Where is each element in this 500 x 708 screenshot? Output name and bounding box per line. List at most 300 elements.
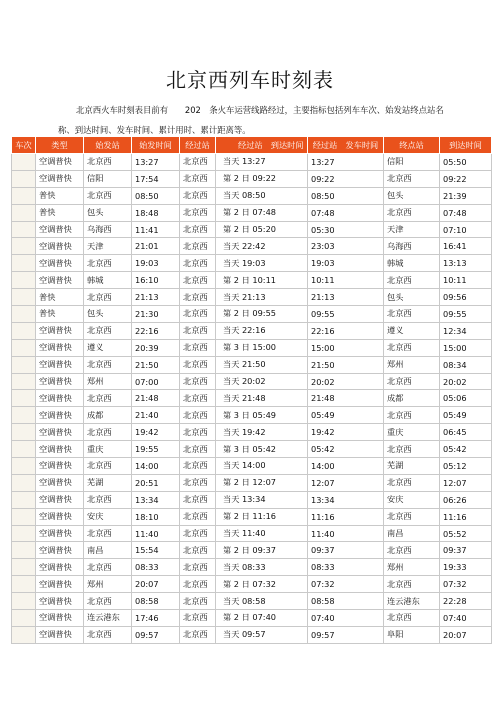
depart-time-cell: 13:27 [132, 154, 180, 171]
arrive-time-cell: 09:22 [440, 170, 492, 187]
via-arrive-cell: 当天 20:02 [216, 373, 308, 390]
via-arrive-cell: 第 2 日 07:48 [216, 204, 308, 221]
via-arrive-cell: 第 3 日 15:00 [216, 339, 308, 356]
via-depart-cell: 12:07 [308, 474, 384, 491]
type-cell: 空调普快 [36, 441, 84, 458]
header-depart-time: 始发时间 [132, 137, 180, 154]
via-depart-cell: 19:42 [308, 424, 384, 441]
header-arrive-time: 到达时间 [440, 137, 492, 154]
train-no-cell [12, 322, 36, 339]
origin-cell: 北京西 [84, 458, 132, 475]
via-arrive-cell: 第 2 日 05:20 [216, 221, 308, 238]
arrive-time-cell: 12:34 [440, 322, 492, 339]
terminal-cell: 包头 [384, 289, 440, 306]
origin-cell: 北京西 [84, 356, 132, 373]
train-no-cell [12, 610, 36, 627]
terminal-cell: 成都 [384, 390, 440, 407]
via-arrive-cell: 第 2 日 09:55 [216, 306, 308, 323]
via-depart-cell: 09:37 [308, 542, 384, 559]
origin-cell: 北京西 [84, 390, 132, 407]
train-no-cell [12, 204, 36, 221]
table-row [12, 474, 492, 491]
header-origin: 始发站 [84, 137, 132, 154]
train-no-cell [12, 339, 36, 356]
terminal-cell: 阜阳 [384, 626, 440, 643]
via-arrive-cell: 当天 14:00 [216, 458, 308, 475]
via-station-cell: 北京西 [180, 441, 216, 458]
origin-cell: 遵义 [84, 339, 132, 356]
arrive-time-cell: 07:10 [440, 221, 492, 238]
type-cell: 空调普快 [36, 559, 84, 576]
type-cell: 空调普快 [36, 542, 84, 559]
type-cell: 空调普快 [36, 626, 84, 643]
table-row [12, 238, 492, 255]
via-station-cell: 北京西 [180, 474, 216, 491]
type-cell: 空调普快 [36, 238, 84, 255]
depart-time-cell: 22:16 [132, 322, 180, 339]
depart-time-cell: 20:51 [132, 474, 180, 491]
arrive-time-cell: 21:39 [440, 187, 492, 204]
via-arrive-cell: 当天 08:33 [216, 559, 308, 576]
train-no-cell [12, 491, 36, 508]
via-station-cell: 北京西 [180, 542, 216, 559]
via-depart-cell: 13:27 [308, 154, 384, 171]
depart-time-cell: 20:39 [132, 339, 180, 356]
table-row [12, 508, 492, 525]
via-depart-cell: 11:16 [308, 508, 384, 525]
via-station-cell: 北京西 [180, 289, 216, 306]
train-no-cell [12, 170, 36, 187]
table-row [12, 170, 492, 187]
via-station-cell: 北京西 [180, 339, 216, 356]
via-depart-cell: 14:00 [308, 458, 384, 475]
terminal-cell: 北京西 [384, 610, 440, 627]
arrive-time-cell: 15:00 [440, 339, 492, 356]
type-cell: 空调普快 [36, 458, 84, 475]
arrive-time-cell: 08:34 [440, 356, 492, 373]
header-type: 类型 [36, 137, 84, 154]
origin-cell: 郑州 [84, 576, 132, 593]
table-row [12, 339, 492, 356]
type-cell: 空调普快 [36, 221, 84, 238]
origin-cell: 安庆 [84, 508, 132, 525]
type-cell: 空调普快 [36, 170, 84, 187]
via-station-cell: 北京西 [180, 255, 216, 272]
via-depart-cell: 13:34 [308, 491, 384, 508]
origin-cell: 北京西 [84, 322, 132, 339]
origin-cell: 连云港东 [84, 610, 132, 627]
terminal-cell: 郑州 [384, 559, 440, 576]
origin-cell: 北京西 [84, 525, 132, 542]
origin-cell: 北京西 [84, 626, 132, 643]
via-station-cell: 北京西 [180, 559, 216, 576]
table-row [12, 610, 492, 627]
type-cell: 空调普快 [36, 491, 84, 508]
train-no-cell [12, 373, 36, 390]
train-no-cell [12, 221, 36, 238]
table-row [12, 390, 492, 407]
via-station-cell: 北京西 [180, 154, 216, 171]
table-row [12, 356, 492, 373]
via-station-cell: 北京西 [180, 322, 216, 339]
depart-time-cell: 21:48 [132, 390, 180, 407]
origin-cell: 信阳 [84, 170, 132, 187]
depart-time-cell: 13:34 [132, 491, 180, 508]
via-arrive-cell: 第 3 日 05:42 [216, 441, 308, 458]
type-cell: 空调普快 [36, 322, 84, 339]
terminal-cell: 连云港东 [384, 593, 440, 610]
type-cell: 空调普快 [36, 508, 84, 525]
via-arrive-cell: 第 2 日 09:22 [216, 170, 308, 187]
header-via-depart: 经过站 发车时间 [308, 137, 384, 154]
via-station-cell: 北京西 [180, 306, 216, 323]
train-no-cell [12, 626, 36, 643]
via-depart-cell: 09:22 [308, 170, 384, 187]
via-arrive-cell: 第 3 日 05:49 [216, 407, 308, 424]
type-cell: 普快 [36, 289, 84, 306]
origin-cell: 乌海西 [84, 221, 132, 238]
origin-cell: 北京西 [84, 255, 132, 272]
table-row [12, 373, 492, 390]
via-arrive-cell: 当天 08:58 [216, 593, 308, 610]
via-arrive-cell: 当天 22:16 [216, 322, 308, 339]
arrive-time-cell: 11:16 [440, 508, 492, 525]
table-row [12, 187, 492, 204]
arrive-time-cell: 05:12 [440, 458, 492, 475]
via-arrive-cell: 当天 21:13 [216, 289, 308, 306]
train-no-cell [12, 424, 36, 441]
type-cell: 空调普快 [36, 424, 84, 441]
via-depart-cell: 23:03 [308, 238, 384, 255]
terminal-cell: 北京西 [384, 339, 440, 356]
depart-time-cell: 21:01 [132, 238, 180, 255]
header-via-arrive: 经过站 到达时间 [216, 137, 308, 154]
table-row [12, 491, 492, 508]
terminal-cell: 北京西 [384, 170, 440, 187]
terminal-cell: 韩城 [384, 255, 440, 272]
type-cell: 空调普快 [36, 593, 84, 610]
depart-time-cell: 18:48 [132, 204, 180, 221]
via-station-cell: 北京西 [180, 491, 216, 508]
terminal-cell: 包头 [384, 187, 440, 204]
depart-time-cell: 19:42 [132, 424, 180, 441]
table-row [12, 458, 492, 475]
via-arrive-cell: 第 2 日 12:07 [216, 474, 308, 491]
depart-time-cell: 07:00 [132, 373, 180, 390]
origin-cell: 天津 [84, 238, 132, 255]
train-no-cell [12, 474, 36, 491]
origin-cell: 北京西 [84, 154, 132, 171]
depart-time-cell: 21:30 [132, 306, 180, 323]
via-arrive-cell: 当天 22:42 [216, 238, 308, 255]
intro-text [58, 100, 478, 140]
table-row [12, 272, 492, 289]
via-depart-cell: 09:55 [308, 306, 384, 323]
depart-time-cell: 11:41 [132, 221, 180, 238]
via-station-cell: 北京西 [180, 221, 216, 238]
type-cell: 空调普快 [36, 576, 84, 593]
train-no-cell [12, 390, 36, 407]
arrive-time-cell: 20:02 [440, 373, 492, 390]
via-station-cell: 北京西 [180, 373, 216, 390]
via-depart-cell: 09:57 [308, 626, 384, 643]
timetable-body [12, 154, 492, 644]
origin-cell: 北京西 [84, 559, 132, 576]
depart-time-cell: 21:50 [132, 356, 180, 373]
via-station-cell: 北京西 [180, 204, 216, 221]
via-station-cell: 北京西 [180, 525, 216, 542]
terminal-cell: 安庆 [384, 491, 440, 508]
table-row [12, 559, 492, 576]
terminal-cell: 北京西 [384, 306, 440, 323]
arrive-time-cell: 05:49 [440, 407, 492, 424]
type-cell: 空调普快 [36, 610, 84, 627]
arrive-time-cell: 07:32 [440, 576, 492, 593]
arrive-time-cell: 09:56 [440, 289, 492, 306]
arrive-time-cell: 13:13 [440, 255, 492, 272]
via-station-cell: 北京西 [180, 576, 216, 593]
via-depart-cell: 05:49 [308, 407, 384, 424]
via-station-cell: 北京西 [180, 238, 216, 255]
terminal-cell: 北京西 [384, 373, 440, 390]
table-header-row [12, 137, 492, 154]
via-depart-cell: 19:03 [308, 255, 384, 272]
table-row [12, 221, 492, 238]
via-arrive-cell: 第 2 日 07:40 [216, 610, 308, 627]
depart-time-cell: 16:10 [132, 272, 180, 289]
terminal-cell: 北京西 [384, 204, 440, 221]
arrive-time-cell: 05:06 [440, 390, 492, 407]
origin-cell: 北京西 [84, 424, 132, 441]
via-depart-cell: 08:50 [308, 187, 384, 204]
via-station-cell: 北京西 [180, 508, 216, 525]
depart-time-cell: 21:13 [132, 289, 180, 306]
arrive-time-cell: 07:48 [440, 204, 492, 221]
via-depart-cell: 07:40 [308, 610, 384, 627]
via-depart-cell: 05:30 [308, 221, 384, 238]
header-via-station: 经过站 [180, 137, 216, 154]
terminal-cell: 北京西 [384, 508, 440, 525]
origin-cell: 包头 [84, 306, 132, 323]
terminal-cell: 重庆 [384, 424, 440, 441]
type-cell: 空调普快 [36, 474, 84, 491]
depart-time-cell: 17:46 [132, 610, 180, 627]
arrive-time-cell: 09:55 [440, 306, 492, 323]
terminal-cell: 南昌 [384, 525, 440, 542]
table-row [12, 204, 492, 221]
train-no-cell [12, 593, 36, 610]
table-row [12, 255, 492, 272]
train-no-cell [12, 306, 36, 323]
arrive-time-cell: 07:40 [440, 610, 492, 627]
depart-time-cell: 18:10 [132, 508, 180, 525]
train-no-cell [12, 542, 36, 559]
via-arrive-cell: 当天 13:27 [216, 154, 308, 171]
via-depart-cell: 11:40 [308, 525, 384, 542]
via-arrive-cell: 当天 13:34 [216, 491, 308, 508]
terminal-cell: 北京西 [384, 407, 440, 424]
type-cell: 空调普快 [36, 525, 84, 542]
via-depart-cell: 08:33 [308, 559, 384, 576]
depart-time-cell: 09:57 [132, 626, 180, 643]
table-row [12, 424, 492, 441]
depart-time-cell: 19:03 [132, 255, 180, 272]
via-station-cell: 北京西 [180, 458, 216, 475]
terminal-cell: 乌海西 [384, 238, 440, 255]
via-station-cell: 北京西 [180, 407, 216, 424]
via-depart-cell: 07:48 [308, 204, 384, 221]
train-no-cell [12, 559, 36, 576]
type-cell: 空调普快 [36, 373, 84, 390]
via-depart-cell: 08:58 [308, 593, 384, 610]
arrive-time-cell: 19:33 [440, 559, 492, 576]
type-cell: 空调普快 [36, 356, 84, 373]
via-arrive-cell: 当天 08:50 [216, 187, 308, 204]
train-no-cell [12, 508, 36, 525]
terminal-cell: 北京西 [384, 441, 440, 458]
arrive-time-cell: 10:11 [440, 272, 492, 289]
depart-time-cell: 20:07 [132, 576, 180, 593]
via-station-cell: 北京西 [180, 170, 216, 187]
terminal-cell: 芜湖 [384, 458, 440, 475]
origin-cell: 北京西 [84, 593, 132, 610]
terminal-cell: 北京西 [384, 576, 440, 593]
depart-time-cell: 11:40 [132, 525, 180, 542]
arrive-time-cell: 22:28 [440, 593, 492, 610]
terminal-cell: 遵义 [384, 322, 440, 339]
type-cell: 空调普快 [36, 272, 84, 289]
terminal-cell: 信阳 [384, 154, 440, 171]
via-station-cell: 北京西 [180, 424, 216, 441]
train-no-cell [12, 525, 36, 542]
type-cell: 空调普快 [36, 154, 84, 171]
via-station-cell: 北京西 [180, 593, 216, 610]
type-cell: 空调普快 [36, 339, 84, 356]
via-arrive-cell: 当天 19:42 [216, 424, 308, 441]
depart-time-cell: 15:54 [132, 542, 180, 559]
origin-cell: 成都 [84, 407, 132, 424]
via-arrive-cell: 当天 21:48 [216, 390, 308, 407]
arrive-time-cell: 09:37 [440, 542, 492, 559]
via-depart-cell: 10:11 [308, 272, 384, 289]
arrive-time-cell: 16:41 [440, 238, 492, 255]
type-cell: 普快 [36, 187, 84, 204]
page-title: 北京西列车时刻表 [166, 68, 334, 92]
train-no-cell [12, 441, 36, 458]
header-terminal: 终点站 [384, 137, 440, 154]
via-depart-cell: 21:13 [308, 289, 384, 306]
table-row [12, 525, 492, 542]
depart-time-cell: 14:00 [132, 458, 180, 475]
arrive-time-cell: 05:50 [440, 154, 492, 171]
train-no-cell [12, 255, 36, 272]
terminal-cell: 北京西 [384, 272, 440, 289]
arrive-time-cell: 20:07 [440, 626, 492, 643]
via-depart-cell: 22:16 [308, 322, 384, 339]
header-train-no: 车次 [12, 137, 36, 154]
arrive-time-cell: 05:52 [440, 525, 492, 542]
via-depart-cell: 05:42 [308, 441, 384, 458]
origin-cell: 北京西 [84, 289, 132, 306]
type-cell: 普快 [36, 306, 84, 323]
table-row [12, 542, 492, 559]
via-depart-cell: 21:48 [308, 390, 384, 407]
via-station-cell: 北京西 [180, 187, 216, 204]
train-no-cell [12, 458, 36, 475]
depart-time-cell: 08:50 [132, 187, 180, 204]
arrive-time-cell: 06:45 [440, 424, 492, 441]
via-arrive-cell: 第 2 日 10:11 [216, 272, 308, 289]
via-station-cell: 北京西 [180, 390, 216, 407]
terminal-cell: 郑州 [384, 356, 440, 373]
via-depart-cell: 21:50 [308, 356, 384, 373]
train-no-cell [12, 289, 36, 306]
train-no-cell [12, 238, 36, 255]
origin-cell: 韩城 [84, 272, 132, 289]
via-station-cell: 北京西 [180, 610, 216, 627]
terminal-cell: 北京西 [384, 474, 440, 491]
via-station-cell: 北京西 [180, 626, 216, 643]
table-row [12, 441, 492, 458]
table-row [12, 322, 492, 339]
origin-cell: 芜湖 [84, 474, 132, 491]
via-arrive-cell: 当天 11:40 [216, 525, 308, 542]
via-arrive-cell: 第 2 日 07:32 [216, 576, 308, 593]
terminal-cell: 北京西 [384, 542, 440, 559]
type-cell: 普快 [36, 204, 84, 221]
type-cell: 空调普快 [36, 390, 84, 407]
via-arrive-cell: 第 2 日 11:16 [216, 508, 308, 525]
depart-time-cell: 19:55 [132, 441, 180, 458]
terminal-cell: 天津 [384, 221, 440, 238]
timetable [11, 136, 492, 644]
via-station-cell: 北京西 [180, 272, 216, 289]
origin-cell: 南昌 [84, 542, 132, 559]
table-row [12, 289, 492, 306]
train-no-cell [12, 154, 36, 171]
via-arrive-cell: 当天 19:03 [216, 255, 308, 272]
table-row [12, 626, 492, 643]
train-no-cell [12, 576, 36, 593]
table-row [12, 306, 492, 323]
train-no-cell [12, 407, 36, 424]
via-arrive-cell: 当天 09:57 [216, 626, 308, 643]
train-no-cell [12, 272, 36, 289]
arrive-time-cell: 05:42 [440, 441, 492, 458]
via-depart-cell: 07:32 [308, 576, 384, 593]
table-row [12, 593, 492, 610]
intro-line-2: 称、到达时间、发车时间、累计用时、累计距离等。 [58, 125, 251, 135]
via-arrive-cell: 第 2 日 09:37 [216, 542, 308, 559]
origin-cell: 包头 [84, 204, 132, 221]
via-depart-cell: 15:00 [308, 339, 384, 356]
via-arrive-cell: 当天 21:50 [216, 356, 308, 373]
table-row [12, 576, 492, 593]
origin-cell: 郑州 [84, 373, 132, 390]
depart-time-cell: 21:40 [132, 407, 180, 424]
arrive-time-cell: 06:26 [440, 491, 492, 508]
via-depart-cell: 20:02 [308, 373, 384, 390]
table-row [12, 154, 492, 171]
via-station-cell: 北京西 [180, 356, 216, 373]
origin-cell: 重庆 [84, 441, 132, 458]
train-no-cell [12, 356, 36, 373]
depart-time-cell: 08:58 [132, 593, 180, 610]
origin-cell: 北京西 [84, 187, 132, 204]
train-no-cell [12, 187, 36, 204]
type-cell: 空调普快 [36, 407, 84, 424]
arrive-time-cell: 12:07 [440, 474, 492, 491]
